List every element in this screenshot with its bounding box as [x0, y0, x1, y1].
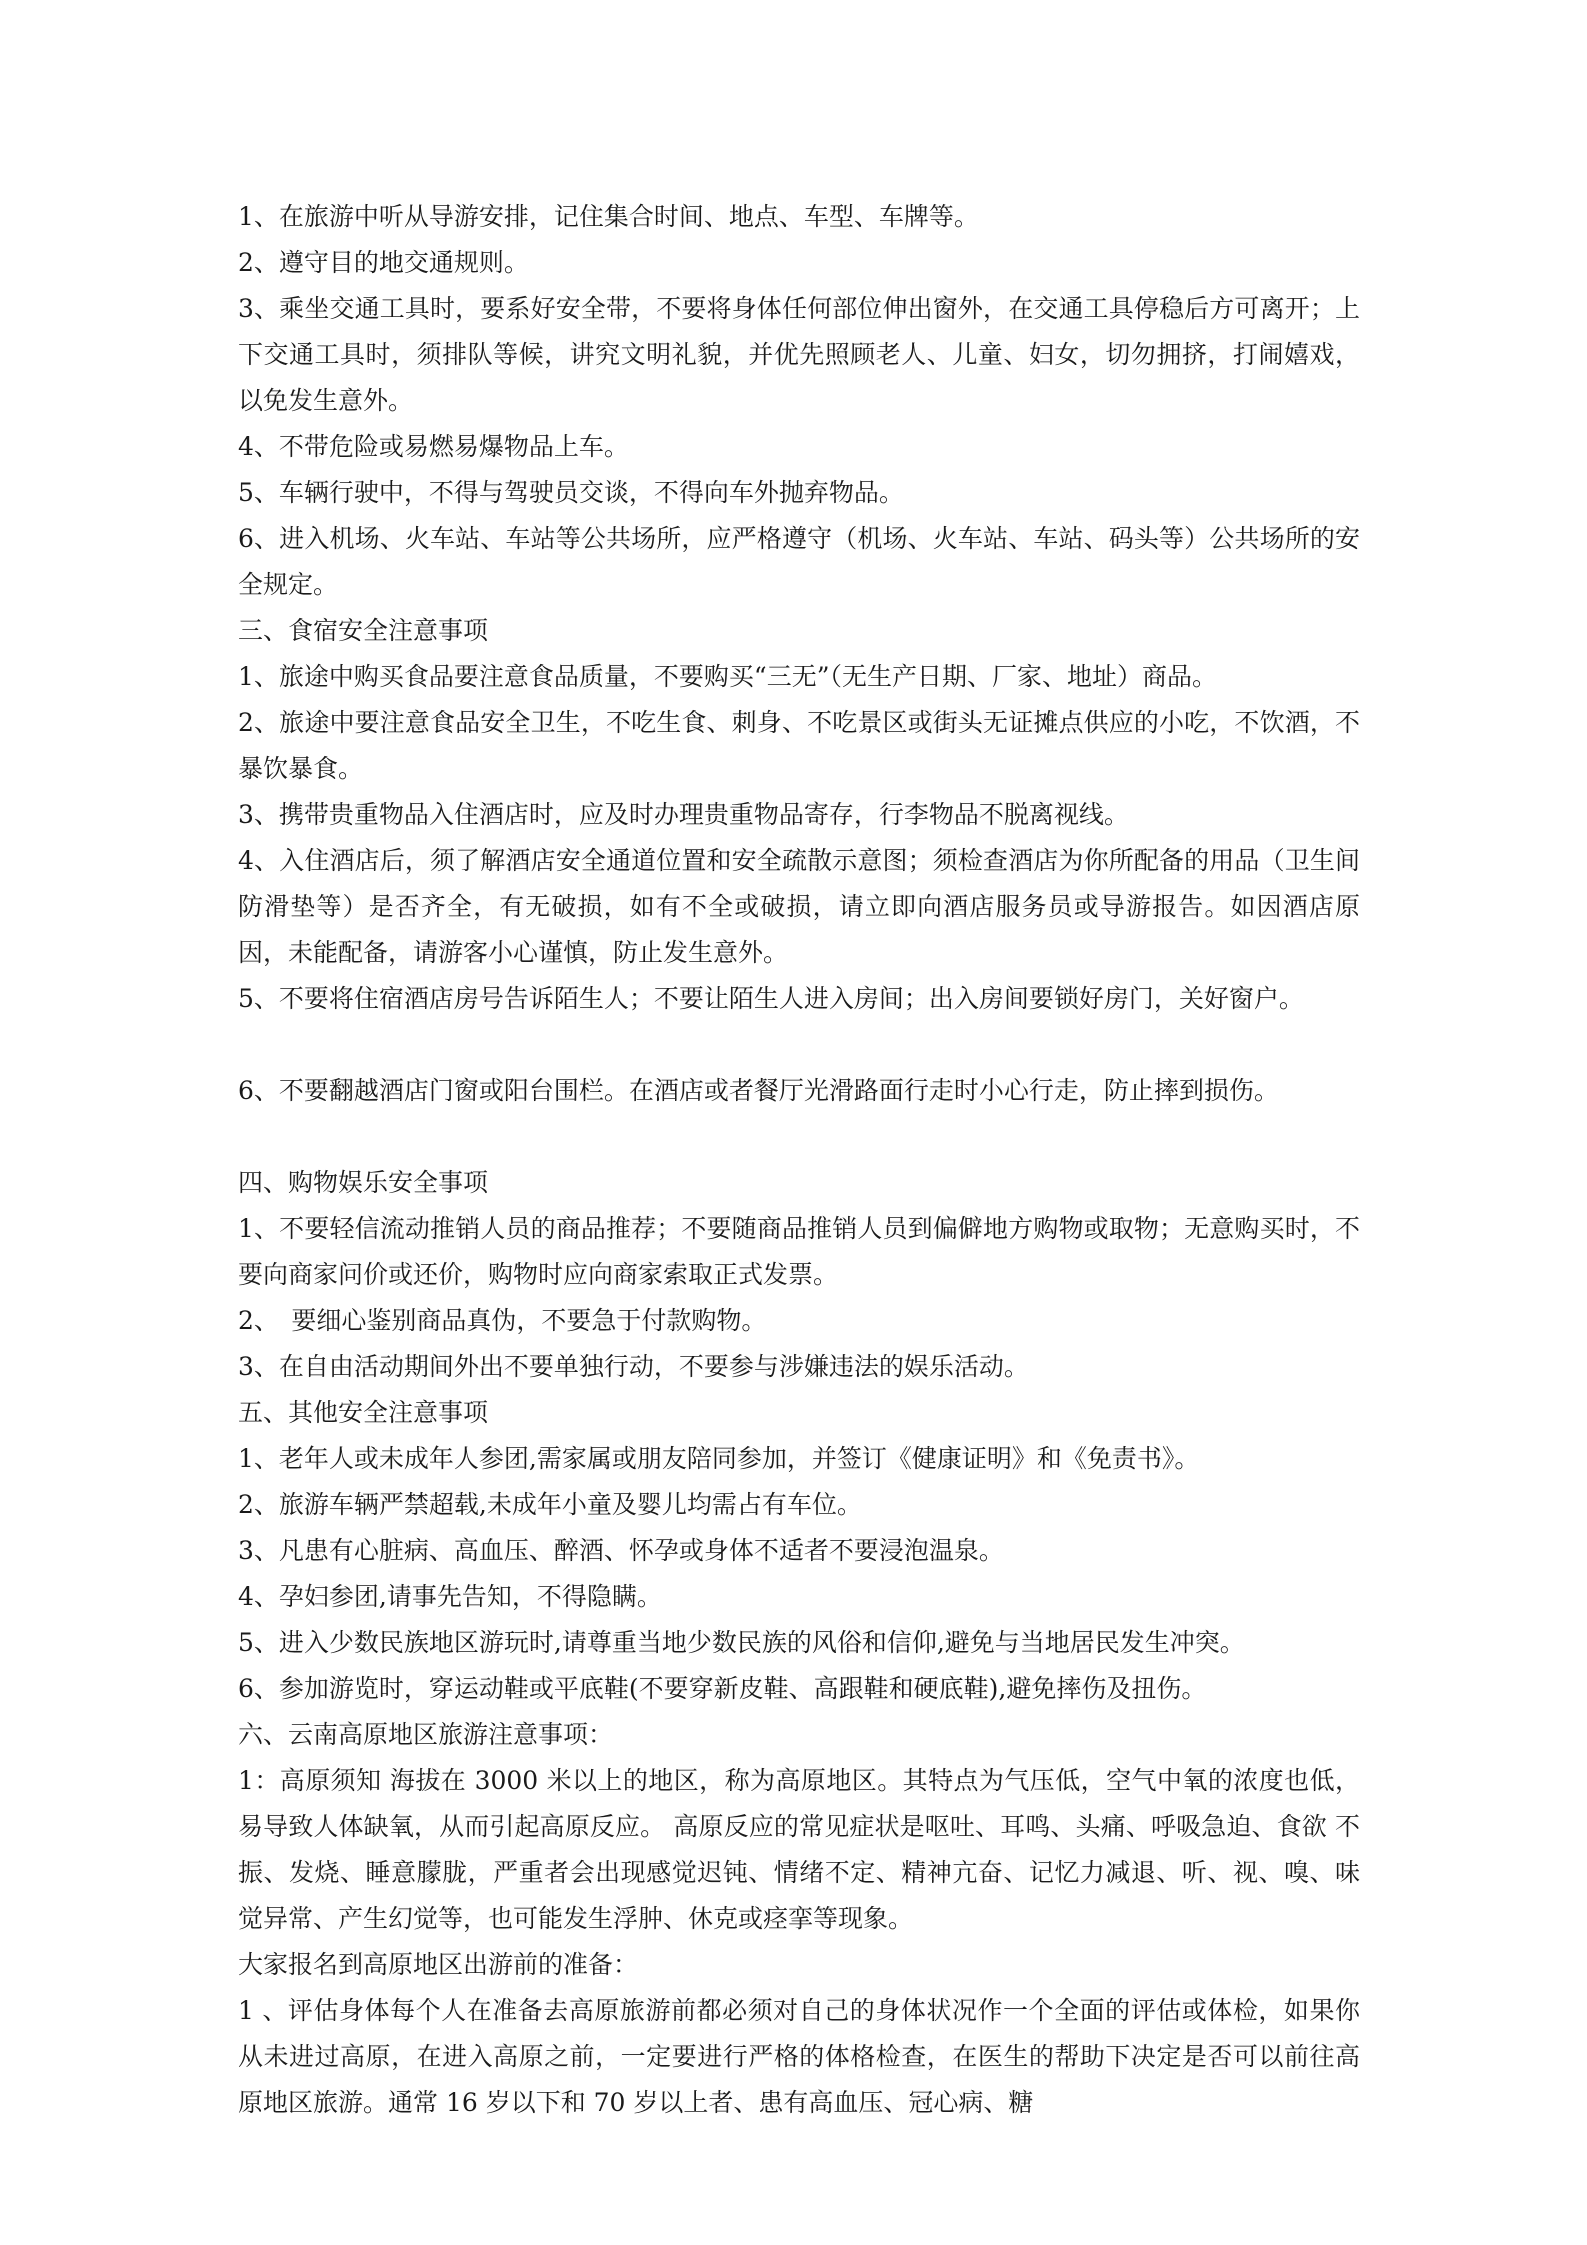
paragraph: 3、乘坐交通工具时，要系好安全带，不要将身体任何部位伸出窗外，在交通工具停稳后方可离开；上下交通工具时，须排队等候，讲究文明礼貌，并优先照顾老人、儿童、妇女，切勿拥挤，打闹嬉戏，以免发生意外。	[238, 294, 1360, 415]
paragraph: 4、入住酒店后，须了解酒店安全通道位置和安全疏散示意图；须检查酒店为你所配备的用品（卫生间防滑垫等）是否齐全，有无破损，如有不全或破损，请立即向酒店服务员或导游报告。如因酒店原因，未能配备，请游客小心谨慎，防止发生意外。	[238, 846, 1360, 967]
paragraph: 3、凡患有心脏病、高血压、醉酒、怀孕或身体不适者不要浸泡温泉。	[238, 1536, 1004, 1565]
paragraph: 4、不带危险或易燃易爆物品上车。	[238, 432, 629, 461]
paragraph: 3、在自由活动期间外出不要单独行动，不要参与涉嫌违法的娱乐活动。	[238, 1352, 1029, 1381]
paragraph: 6、不要翻越酒店门窗或阳台围栏。在酒店或者餐厅光滑路面行走时小心行走，防止摔到损伤。	[238, 1076, 1279, 1105]
paragraph: 6、参加游览时，穿运动鞋或平底鞋(不要穿新皮鞋、高跟鞋和硬底鞋),避免摔伤及扭伤。	[238, 1674, 1207, 1703]
paragraph: 1、老年人或未成年人参团,需家属或朋友陪同参加，并签订《健康证明》和《免责书》。	[238, 1444, 1200, 1473]
section-heading: 五、其他安全注意事项	[238, 1398, 489, 1427]
section-heading: 三、食宿安全注意事项	[238, 616, 489, 645]
paragraph: 1：高原须知 海拔在 3000 米以上的地区，称为高原地区。其特点为气压低，空气中氧的浓度也低，易导致人体缺氧，从而引起高原反应。 高原反应的常见症状是呕吐、耳鸣、头痛、呼吸急迫、食欲 不振、发烧、睡意朦胧，严重者会出现感觉迟钝、情绪不定、精神亢奋、记忆力减退、听、视、嗅、味觉异常、产生幻觉等，也可能发生浮肿、休克或痉挛等现象。	[238, 1766, 1360, 1933]
paragraph: 2、 要细心鉴别商品真伪，不要急于付款购物。	[238, 1306, 767, 1335]
paragraph: 1、不要轻信流动推销人员的商品推荐；不要随商品推销人员到偏僻地方购物或取物；无意购买时，不要向商家问价或还价，购物时应向商家索取正式发票。	[238, 1214, 1360, 1289]
section-heading: 六、云南高原地区旅游注意事项：	[238, 1720, 614, 1749]
blank-line	[238, 1114, 1360, 1160]
document-body	[238, 194, 1360, 2126]
paragraph: 1、在旅游中听从导游安排，记住集合时间、地点、车型、车牌等。	[238, 202, 979, 231]
paragraph: 2、旅途中要注意食品安全卫生，不吃生食、刺身、不吃景区或街头无证摊点供应的小吃，不饮酒，不暴饮暴食。	[238, 708, 1360, 783]
paragraph: 2、旅游车辆严禁超载,未成年小童及婴儿均需占有车位。	[238, 1490, 862, 1519]
paragraph: 1、旅途中购买食品要注意食品质量，不要购买“三无”（无生产日期、厂家、地址）商品。	[238, 662, 1217, 691]
paragraph: 1 、评估身体每个人在准备去高原旅游前都必须对自己的身体状况作一个全面的评估或体检，如果你从未进过高原，在进入高原之前，一定要进行严格的体格检查，在医生的帮助下决定是否可以前往高原地区旅游。通常 16 岁以下和 70 岁以上者、患有高血压、冠心病、糖	[238, 1996, 1360, 2117]
paragraph: 4、孕妇参团,请事先告知，不得隐瞒。	[238, 1582, 662, 1611]
paragraph: 5、车辆行驶中，不得与驾驶员交谈，不得向车外抛弃物品。	[238, 478, 904, 507]
section-heading: 四、购物娱乐安全事项	[238, 1168, 489, 1197]
paragraph: 3、携带贵重物品入住酒店时，应及时办理贵重物品寄存，行李物品不脱离视线。	[238, 800, 1129, 829]
paragraph: 大家报名到高原地区出游前的准备：	[238, 1950, 639, 1979]
paragraph: 6、进入机场、火车站、车站等公共场所，应严格遵守（机场、火车站、车站、码头等）公共场所的安全规定。	[238, 524, 1360, 599]
paragraph: 2、遵守目的地交通规则。	[238, 248, 529, 277]
paragraph: 5、进入少数民族地区游玩时,请尊重当地少数民族的风俗和信仰,避免与当地居民发生冲突。	[238, 1628, 1245, 1657]
paragraph: 5、不要将住宿酒店房号告诉陌生人；不要让陌生人进入房间；出入房间要锁好房门，关好窗户。	[238, 984, 1304, 1013]
blank-line	[238, 1022, 1360, 1068]
